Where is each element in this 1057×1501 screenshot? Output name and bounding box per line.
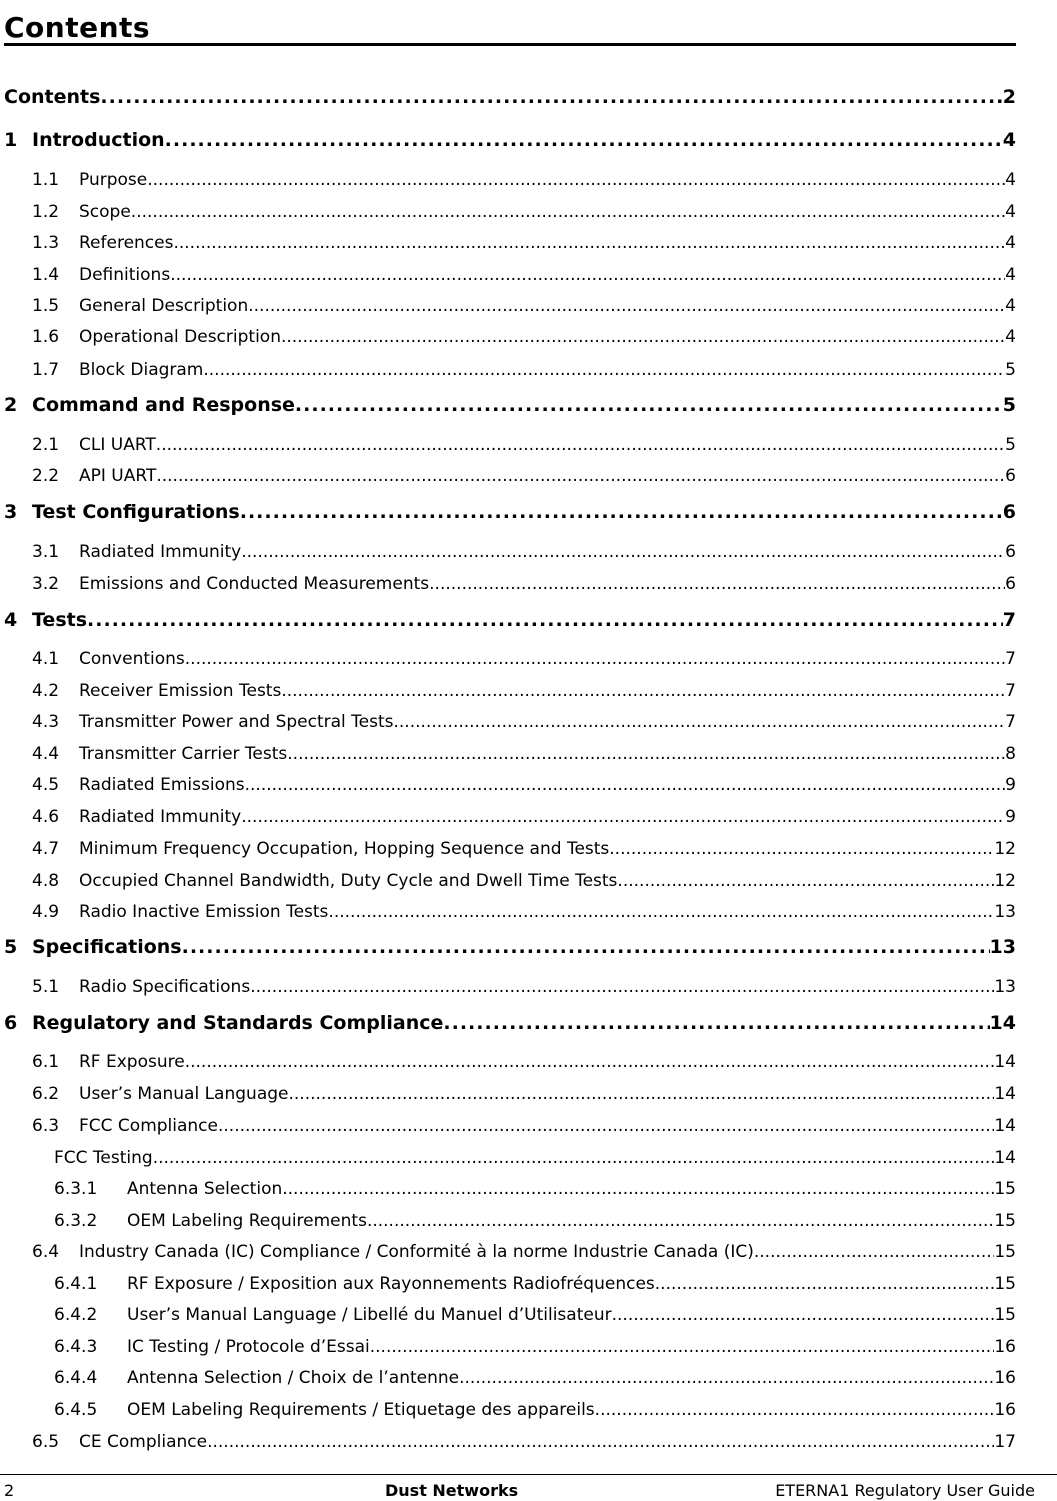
toc-entry[interactable] — [32, 231, 1016, 253]
toc-entry-title: IC Testing / Protocole d’Essai — [127, 1337, 370, 1357]
toc-entry-number: 4.1 — [32, 649, 60, 669]
toc-entry-page: 14 — [994, 1052, 1016, 1072]
footer-divider — [0, 1474, 1057, 1475]
toc-entry[interactable] — [4, 394, 1016, 416]
toc-leader-dots — [182, 936, 990, 958]
toc-entry-page: 16 — [994, 1400, 1016, 1420]
toc-entry-title: Command and Response — [32, 394, 295, 416]
toc-entry[interactable] — [32, 200, 1016, 222]
toc-leader-dots — [165, 129, 1003, 151]
toc-entry-page: 7 — [1002, 609, 1016, 631]
toc-entry-page: 15 — [994, 1179, 1016, 1199]
toc-entry-title: Occupied Channel Bandwidth, Duty Cycle and Dwell Time Tests — [79, 871, 618, 891]
toc-entry-page: 12 — [994, 871, 1016, 891]
toc-entry[interactable] — [54, 1146, 1016, 1168]
toc-leader-dots — [153, 1148, 995, 1168]
toc-entry[interactable] — [32, 647, 1016, 669]
toc-leader-dots — [207, 1432, 994, 1452]
toc-leader-dots — [241, 807, 1005, 827]
toc-entry-title: Specifications — [32, 936, 182, 958]
toc-leader-dots — [241, 542, 1005, 562]
toc-entry-number: 4.3 — [32, 712, 60, 732]
toc-entry[interactable] — [32, 294, 1016, 316]
toc-entry[interactable] — [32, 975, 1016, 997]
toc-leader-dots — [203, 360, 1005, 380]
toc-leader-dots — [609, 839, 994, 859]
toc-entry-title: Definitions — [79, 265, 171, 285]
toc-entry-title: CLI UART — [79, 435, 156, 455]
toc-entry[interactable] — [4, 609, 1016, 631]
toc-entry-title: Radiated Immunity — [79, 542, 242, 562]
toc-entry[interactable] — [54, 1272, 1016, 1294]
toc-leader-dots — [185, 649, 1005, 669]
toc-entry-title: Radio Inactive Emission Tests — [79, 902, 329, 922]
toc-leader-dots — [617, 871, 994, 891]
toc-entry-page: 13 — [989, 936, 1016, 958]
toc-entry[interactable] — [32, 263, 1016, 285]
toc-entry-title: API UART — [79, 466, 157, 486]
toc-entry[interactable] — [54, 1366, 1016, 1388]
toc-entry-page: 6 — [1002, 501, 1016, 523]
toc-entry-number: 4.2 — [32, 681, 60, 701]
toc-entry-title: CE Compliance — [79, 1432, 208, 1452]
toc-leader-dots — [429, 574, 1005, 594]
footer-company: Dust Networks — [385, 1481, 519, 1500]
toc-entry[interactable] — [32, 168, 1016, 190]
toc-leader-dots — [147, 170, 1005, 190]
toc-entry[interactable] — [4, 1012, 1016, 1034]
toc-entry[interactable] — [32, 742, 1016, 764]
toc-entry-number: 6 — [4, 1012, 18, 1034]
toc-entry-number: 4 — [4, 609, 18, 631]
toc-entry-page: 14 — [994, 1084, 1016, 1104]
toc-entry-page: 14 — [994, 1148, 1016, 1168]
toc-entry-page: 7 — [1005, 681, 1016, 701]
toc-entry-number: 4.7 — [32, 839, 60, 859]
toc-entry-page: 4 — [1005, 265, 1016, 285]
toc-entry-title: Transmitter Carrier Tests — [79, 744, 288, 764]
toc-entry-title: Purpose — [79, 170, 148, 190]
toc-entry-title: RF Exposure / Exposition aux Rayonnements Radiofréquences — [127, 1274, 655, 1294]
toc-entry-page: 16 — [994, 1368, 1016, 1388]
toc-entry-number: 6.4.2 — [54, 1305, 98, 1325]
toc-entry-page: 12 — [994, 839, 1016, 859]
toc-entry-page: 4 — [1005, 202, 1016, 222]
footer-document-title: ETERNA1 Regulatory User Guide — [775, 1481, 1035, 1500]
toc-entry-number: 4.8 — [32, 871, 60, 891]
toc-leader-dots — [655, 1274, 995, 1294]
toc-entry[interactable] — [32, 1240, 1016, 1262]
toc-entry-number: 4.9 — [32, 902, 60, 922]
toc-entry[interactable] — [32, 358, 1016, 380]
toc-entry-number: 6.4.1 — [54, 1274, 98, 1294]
toc-entry-title: Industry Canada (IC) Compliance / Conformité à la norme Industrie Canada (IC) — [79, 1242, 754, 1262]
toc-entry-page: 4 — [1005, 233, 1016, 253]
toc-entry-number: 4.4 — [32, 744, 60, 764]
toc-entry-number: 3.1 — [32, 542, 60, 562]
toc-entry-page: 15 — [994, 1211, 1016, 1231]
toc-entry-page: 5 — [1005, 360, 1016, 380]
toc-entry[interactable] — [4, 501, 1016, 523]
toc-entry-number: 6.1 — [32, 1052, 60, 1072]
toc-entry-title: User’s Manual Language / Libellé du Manuel d’Utilisateur — [127, 1305, 612, 1325]
toc-entry-title: User’s Manual Language — [79, 1084, 289, 1104]
toc-entry-number: 6.4 — [32, 1242, 60, 1262]
toc-entry-page: 7 — [1005, 649, 1016, 669]
toc-entry-title: Radiated Emissions — [79, 775, 245, 795]
toc-entry-number: 6.5 — [32, 1432, 60, 1452]
toc-entry-page: 7 — [1005, 712, 1016, 732]
toc-entry-title: Contents — [4, 86, 101, 108]
toc-leader-dots — [131, 202, 1005, 222]
toc-entry-title: Radiated Immunity — [79, 807, 242, 827]
toc-leader-dots — [218, 1116, 994, 1136]
toc-entry[interactable] — [32, 805, 1016, 827]
toc-entry[interactable] — [54, 1398, 1016, 1420]
toc-leader-dots — [612, 1305, 995, 1325]
toc-entry[interactable] — [32, 869, 1016, 891]
toc-entry-number: 1 — [4, 129, 18, 151]
toc-leader-dots — [459, 1368, 994, 1388]
toc-entry-number: 3 — [4, 501, 18, 523]
toc-entry-number: 4.5 — [32, 775, 60, 795]
toc-entry-title: Block Diagram — [79, 360, 204, 380]
toc-entry[interactable] — [32, 1050, 1016, 1072]
toc-entry-page: 6 — [1005, 542, 1016, 562]
toc-entry-number: 1.4 — [32, 265, 60, 285]
toc-leader-dots — [328, 902, 994, 922]
footer-page-number: 2 — [4, 1481, 15, 1500]
toc-leader-dots — [281, 681, 1005, 701]
toc-entry-page: 5 — [1002, 394, 1016, 416]
toc-entry[interactable] — [32, 679, 1016, 701]
toc-leader-dots — [156, 435, 1005, 455]
toc-entry[interactable] — [54, 1177, 1016, 1199]
toc-entry[interactable] — [32, 572, 1016, 594]
toc-entry-number: 6.4.3 — [54, 1337, 98, 1357]
toc-leader-dots — [370, 1337, 995, 1357]
toc-entry-title: FCC Compliance — [79, 1116, 218, 1136]
toc-entry-page: 9 — [1005, 775, 1016, 795]
toc-entry-number: 1.3 — [32, 233, 60, 253]
toc-entry-page: 6 — [1005, 466, 1016, 486]
toc-entry[interactable] — [4, 129, 1016, 151]
toc-leader-dots — [170, 265, 1005, 285]
toc-entry-title: General Description — [79, 296, 249, 316]
toc-entry[interactable] — [54, 1209, 1016, 1231]
toc-entry[interactable] — [54, 1335, 1016, 1357]
toc-entry-number: 6.4.4 — [54, 1368, 98, 1388]
toc-entry-title: Radio Specifications — [79, 977, 251, 997]
toc-entry-number: 1.1 — [32, 170, 60, 190]
toc-entry-number: 2.1 — [32, 435, 60, 455]
toc-entry-number: 1.2 — [32, 202, 60, 222]
toc-entry-number: 3.2 — [32, 574, 60, 594]
toc-leader-dots — [87, 609, 1003, 631]
toc-entry-page: 15 — [994, 1242, 1016, 1262]
toc-leader-dots — [282, 1179, 994, 1199]
toc-entry[interactable] — [4, 936, 1016, 958]
toc-entry[interactable] — [32, 900, 1016, 922]
toc-entry-title: FCC Testing — [54, 1148, 153, 1168]
toc-entry[interactable] — [4, 86, 1016, 108]
toc-entry[interactable] — [32, 433, 1016, 455]
toc-entry-page: 4 — [1005, 296, 1016, 316]
toc-entry-title: Test Configurations — [32, 501, 240, 523]
toc-leader-dots — [295, 394, 1003, 416]
toc-entry-title: Receiver Emission Tests — [79, 681, 282, 701]
toc-entry-title: Antenna Selection — [127, 1179, 283, 1199]
toc-entry-title: Minimum Frequency Occupation, Hopping Sequence and Tests — [79, 839, 610, 859]
toc-entry-page: 13 — [994, 902, 1016, 922]
toc-entry-page: 5 — [1005, 435, 1016, 455]
toc-entry-number: 6.3.2 — [54, 1211, 98, 1231]
toc-entry-title: References — [79, 233, 174, 253]
toc-leader-dots — [100, 86, 1002, 108]
toc-entry-title: Regulatory and Standards Compliance — [32, 1012, 444, 1034]
toc-entry-title: RF Exposure — [79, 1052, 185, 1072]
toc-entry-number: 1.6 — [32, 327, 60, 347]
toc-entry-number: 6.3.1 — [54, 1179, 98, 1199]
toc-entry-title: Antenna Selection / Choix de l’antenne — [127, 1368, 460, 1388]
toc-entry[interactable] — [32, 325, 1016, 347]
toc-entry-title: OEM Labeling Requirements — [127, 1211, 367, 1231]
toc-leader-dots — [443, 1012, 989, 1034]
toc-entry-number: 4.6 — [32, 807, 60, 827]
toc-leader-dots — [595, 1400, 995, 1420]
toc-entry-title: Emissions and Conducted Measurements — [79, 574, 430, 594]
toc-entry-page: 15 — [994, 1274, 1016, 1294]
toc-leader-dots — [173, 233, 1005, 253]
toc-leader-dots — [185, 1052, 995, 1072]
toc-entry-number: 1.5 — [32, 296, 60, 316]
toc-entry-page: 4 — [1005, 170, 1016, 190]
toc-entry[interactable] — [32, 1082, 1016, 1104]
toc-entry-page: 6 — [1005, 574, 1016, 594]
toc-leader-dots — [394, 712, 1006, 732]
toc-entry[interactable] — [32, 540, 1016, 562]
toc-entry[interactable] — [32, 710, 1016, 732]
toc-leader-dots — [287, 744, 1005, 764]
toc-entry-page: 17 — [994, 1432, 1016, 1452]
toc-leader-dots — [245, 775, 1006, 795]
toc-entry-page: 13 — [994, 977, 1016, 997]
toc-entry-title: Conventions — [79, 649, 185, 669]
toc-entry-number: 6.4.5 — [54, 1400, 98, 1420]
toc-leader-dots — [281, 327, 1005, 347]
toc-entry-title: Scope — [79, 202, 131, 222]
toc-entry-title: Transmitter Power and Spectral Tests — [79, 712, 394, 732]
toc-entry-page: 4 — [1002, 129, 1016, 151]
page-heading-text: Contents — [4, 11, 151, 44]
toc-entry-title: Operational Description — [79, 327, 281, 347]
toc-entry-page: 14 — [994, 1116, 1016, 1136]
toc-entry-page: 4 — [1005, 327, 1016, 347]
toc-entry-title: Introduction — [32, 129, 165, 151]
toc-entry-number: 6.3 — [32, 1116, 60, 1136]
toc-entry-number: 6.2 — [32, 1084, 60, 1104]
toc-leader-dots — [367, 1211, 994, 1231]
toc-entry[interactable] — [32, 1114, 1016, 1136]
toc-entry[interactable] — [32, 464, 1016, 486]
toc-leader-dots — [754, 1242, 995, 1262]
toc-entry-title: OEM Labeling Requirements / Etiquetage des appareils — [127, 1400, 595, 1420]
toc-entry[interactable] — [54, 1303, 1016, 1325]
toc-entry-number: 5.1 — [32, 977, 60, 997]
toc-leader-dots — [289, 1084, 995, 1104]
toc-entry-page: 16 — [994, 1337, 1016, 1357]
toc-entry-page: 14 — [989, 1012, 1016, 1034]
toc-entry-number: 5 — [4, 936, 18, 958]
toc-entry-number: 2.2 — [32, 466, 60, 486]
toc-entry-page: 15 — [994, 1305, 1016, 1325]
toc-entry[interactable] — [32, 773, 1016, 795]
toc-leader-dots — [156, 466, 1005, 486]
toc-entry-title: Tests — [32, 609, 88, 631]
toc-entry-page: 8 — [1005, 744, 1016, 764]
toc-entry[interactable] — [32, 1430, 1016, 1452]
toc-entry[interactable] — [32, 837, 1016, 859]
toc-entry-number: 2 — [4, 394, 18, 416]
toc-entry-page: 2 — [1002, 86, 1016, 108]
toc-leader-dots — [248, 296, 1005, 316]
toc-entry-number: 1.7 — [32, 360, 60, 380]
toc-leader-dots — [250, 977, 994, 997]
toc-entry-page: 9 — [1005, 807, 1016, 827]
toc-leader-dots — [240, 501, 1003, 523]
